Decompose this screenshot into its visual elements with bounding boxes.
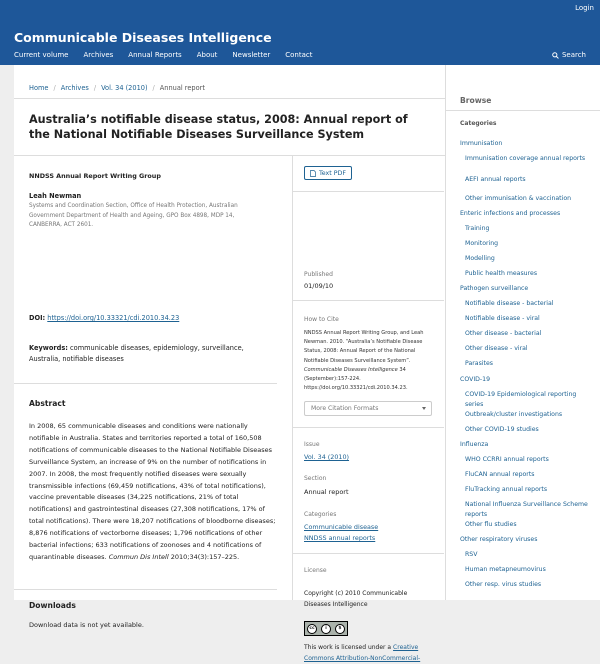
cite-label: How to Cite [304, 316, 339, 323]
keywords-label: Keywords: [29, 344, 68, 352]
sidebar-subcategory[interactable]: Other resp. virus studies [465, 581, 542, 588]
downloads-text: Download data is not yet available. [29, 621, 144, 629]
nc-icon: $ [335, 624, 345, 634]
published-label: Published [304, 271, 333, 278]
nav-contact[interactable]: Contact [285, 51, 313, 59]
divider [14, 589, 277, 590]
nav-newsletter[interactable]: Newsletter [232, 51, 271, 59]
nav-archives[interactable]: Archives [83, 51, 114, 59]
breadcrumb-separator: / [152, 84, 155, 92]
doi-link[interactable]: https://doi.org/10.33321/cdi.2010.34.23 [47, 314, 180, 322]
cc-license-badge[interactable] [304, 621, 348, 636]
abstract-heading: Abstract [29, 399, 66, 408]
doi-label: DOI: [29, 314, 46, 322]
citation-part-a: NNDSS Annual Report Writing Group, and Leah Newman. 2010. “Australia’s Notifiable Disease Status, 2008: Annual Report of the National Notifiable Diseases Surveillance System”. [304, 330, 424, 364]
sidebar-subcategory[interactable]: Training [465, 225, 490, 232]
abstract-body: In 2008, 65 communicable diseases and conditions were nationally notifiable in Australia. States and territories reported a total of 160,508 notifications of communicable diseases to the National Notifiable Diseases Surveillance System, an increase of 9% on the number of notifications in 2007. In 2008, the most frequently notified diseases were sexually transmissible infections (69,459 notifications, 43% of total notifications), vaccine preventable diseases (34,225 notifications, 21% of total notifications) and gastrointestinal diseases (27,308 notifications, 17% of total notifications). There were 18,207 notifications of bloodborne diseases; 8,876 notifications of vectorborne diseases; 1,796 notifications of other bacterial infections; 633 notifications of zoonoses and 4 notifications of quarantinable diseases. [29, 422, 276, 561]
nav-annual-reports[interactable]: Annual Reports [128, 51, 182, 59]
breadcrumb-archives[interactable]: Archives [60, 84, 89, 92]
browse-heading: Browse [460, 96, 492, 105]
main-content [14, 65, 445, 662]
breadcrumb-volume[interactable]: Vol. 34 (2010) [101, 84, 148, 92]
main-nav [14, 51, 328, 59]
file-icon [310, 170, 316, 177]
citation-journal: Communicable Diseases Intelligence [304, 366, 398, 373]
sidebar-subcategory[interactable]: COVID-19 Epidemiological reporting series [465, 391, 577, 408]
published-value: 01/09/10 [304, 282, 334, 290]
breadcrumb-home[interactable]: Home [29, 84, 49, 92]
divider [292, 191, 444, 192]
sidebar-category[interactable]: Influenza [460, 441, 489, 448]
sidebar-category[interactable]: Enteric infections and processes [460, 210, 561, 217]
breadcrumb-separator: / [53, 84, 56, 92]
search-label: Search [561, 51, 586, 59]
sidebar-subcategory[interactable]: Public health measures [465, 270, 538, 277]
author-name: Leah Newman [29, 192, 82, 200]
categories-label: Categories [304, 511, 337, 518]
cc-icon: cc [307, 624, 317, 634]
citation-formats-label: More Citation Formats [311, 405, 379, 412]
citation-text [304, 329, 434, 393]
sidebar-category[interactable]: COVID-19 [460, 376, 491, 383]
keywords-value: communicable diseases, epidemiology, surveillance, Australia, notifiable diseases [29, 344, 244, 363]
sidebar-subcategory[interactable]: Outbreak/cluster investigations [465, 411, 563, 418]
sidebar-subcategory[interactable]: Other disease - viral [465, 345, 528, 352]
downloads-heading: Downloads [29, 601, 76, 610]
author-affiliation: Systems and Coordination Section, Office of Health Protection, Australian Government Department of Health and Ageing, GPO Box 4898, MDP 14, CANBERRA, ACT 2601. [29, 203, 238, 228]
divider [14, 383, 277, 384]
sidebar-categories-label: Categories [460, 120, 497, 127]
sidebar-category[interactable]: Immunisation [460, 140, 503, 147]
keywords [29, 343, 274, 365]
cc-license-link[interactable]: Creative Commons Attribution-NonCommercial- [304, 644, 421, 662]
sidebar-subcategory[interactable]: AEFI annual reports [465, 176, 526, 183]
sidebar-subcategory[interactable]: Immunisation coverage annual reports [465, 155, 586, 162]
cc-license-text [304, 642, 434, 664]
citation-formats-dropdown[interactable] [304, 401, 432, 416]
sidebar-subcategory[interactable]: National Influenza Surveillance Scheme reports [465, 501, 588, 518]
sidebar-subcategory[interactable]: FluTracking annual reports [465, 486, 548, 493]
pdf-button[interactable] [304, 166, 352, 180]
sidebar-subcategory[interactable]: FluCAN annual reports [465, 471, 535, 478]
search-icon [552, 52, 559, 59]
pdf-button-label: Text PDF [319, 169, 347, 177]
sidebar-subcategory[interactable]: Human metapneumovirus [465, 566, 546, 573]
sidebar-subcategory[interactable]: RSV [465, 551, 478, 558]
category-link[interactable]: NNDSS annual reports [304, 534, 376, 542]
divider [446, 110, 600, 111]
sidebar-category[interactable]: Pathogen surveillance [460, 285, 529, 292]
sidebar-subcategory[interactable]: Notifiable disease - bacterial [465, 300, 554, 307]
sidebar-subcategory[interactable]: Notifiable disease - viral [465, 315, 540, 322]
license-text: Copyright (c) 2010 Communicable Diseases Intelligence [304, 590, 408, 608]
divider [292, 300, 444, 301]
cc-license-prefix: This work is licensed under a [304, 644, 392, 651]
by-icon: i [321, 624, 331, 634]
breadcrumb-separator: / [93, 84, 97, 92]
search-link[interactable] [552, 51, 586, 59]
login-link[interactable]: Login [575, 4, 594, 12]
breadcrumb [29, 84, 205, 92]
section-label: Section [304, 475, 327, 482]
nav-current-volume[interactable]: Current volume [14, 51, 69, 59]
sidebar-subcategory[interactable]: Other flu studies [465, 521, 517, 528]
sidebar [445, 65, 600, 600]
section-value: Annual report [304, 488, 349, 496]
doi [29, 314, 179, 322]
sidebar-category[interactable]: Other respiratory viruses [460, 536, 538, 543]
column-divider [292, 155, 293, 600]
abstract-journal: Commun Dis Intell [108, 552, 169, 561]
article-title: Australia’s notifiable disease status, 2008: Annual report of the National Notifiable Diseases Surveillance System [29, 113, 408, 141]
divider [292, 427, 444, 428]
chevron-down-icon [422, 407, 426, 410]
author-group: NNDSS Annual Report Writing Group [29, 172, 161, 180]
category-link[interactable]: Communicable disease [304, 523, 379, 531]
sidebar-subcategory[interactable]: Parasites [465, 360, 493, 367]
license-label: License [304, 567, 327, 574]
divider [14, 155, 445, 156]
divider [292, 553, 444, 554]
site-header [0, 0, 600, 65]
nav-about[interactable]: About [196, 51, 218, 59]
divider [14, 98, 445, 99]
sidebar-subcategory[interactable]: Monitoring [465, 240, 499, 247]
citation-part-b: 34 (September):157-224. https://doi.org/10.33321/cdi.2010.34.23. [304, 366, 408, 392]
issue-label: Issue [304, 441, 320, 448]
sidebar-subcategory[interactable]: WHO CCRRI annual reports [465, 456, 549, 463]
abstract-citation: 2010;34(3):157–225. [170, 552, 240, 561]
sidebar-subcategory[interactable]: Other immunisation & vaccination [465, 195, 572, 202]
sidebar-subcategory[interactable]: Other disease - bacterial [465, 330, 542, 337]
breadcrumb-current: Annual report [159, 84, 205, 92]
issue-link[interactable]: Vol. 34 (2010) [304, 453, 350, 461]
abstract-text [29, 421, 279, 564]
sidebar-subcategory[interactable]: Modelling [465, 255, 495, 262]
site-title[interactable]: Communicable Diseases Intelligence [14, 30, 272, 45]
sidebar-subcategory[interactable]: Other COVID-19 studies [465, 426, 539, 433]
